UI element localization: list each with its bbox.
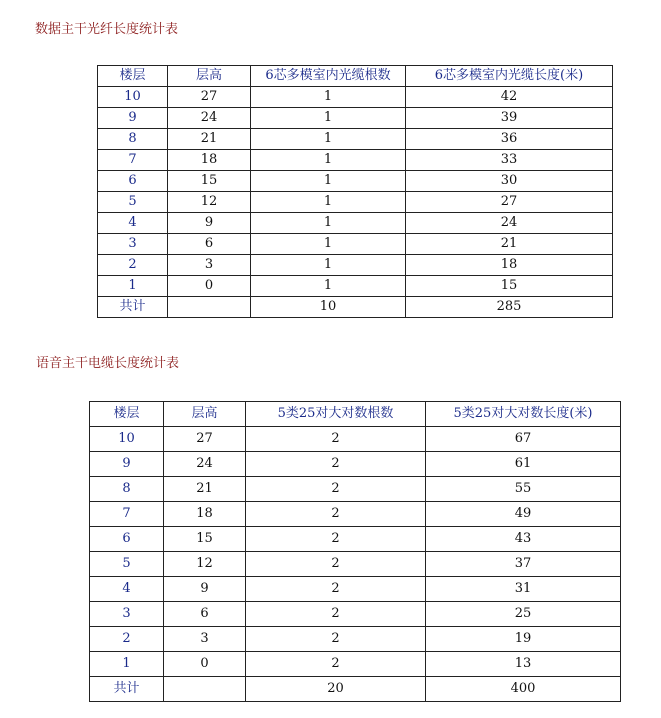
table-row: [98, 150, 613, 171]
column-header: 5类25对大对数根数: [246, 402, 426, 427]
table-cell: 2: [90, 627, 164, 652]
table-cell: [164, 677, 246, 702]
table-row: [90, 502, 621, 527]
table-cell: 1: [251, 87, 406, 108]
column-header: 5类25对大对数长度(米): [426, 402, 621, 427]
column-header: 6芯多模室内光缆根数: [251, 66, 406, 87]
table-cell: 30: [406, 171, 613, 192]
table-cell: 1: [251, 108, 406, 129]
table-cell: 2: [246, 502, 426, 527]
table-row: [98, 255, 613, 276]
table-cell: 36: [406, 129, 613, 150]
table-cell: 3: [90, 602, 164, 627]
table-cell: 5: [98, 192, 168, 213]
table-cell: 2: [246, 477, 426, 502]
table-cell: 2: [98, 255, 168, 276]
column-header: 层高: [164, 402, 246, 427]
table-cell: 13: [426, 652, 621, 677]
column-header: 楼层: [98, 66, 168, 87]
table-row: [98, 171, 613, 192]
voice-table-title: 语音主干电缆长度统计表: [36, 356, 180, 371]
table-cell: 8: [90, 477, 164, 502]
table-cell: 1: [251, 171, 406, 192]
table-row: [98, 276, 613, 297]
table-cell: 7: [90, 502, 164, 527]
table-row: [90, 652, 621, 677]
table-cell: 18: [168, 150, 251, 171]
table-cell: 3: [164, 627, 246, 652]
table-cell: 2: [246, 552, 426, 577]
table-cell: 10: [251, 297, 406, 318]
fiber-table-title: 数据主干光纤长度统计表: [35, 22, 179, 37]
table-cell: 33: [406, 150, 613, 171]
table-cell: 61: [426, 452, 621, 477]
table-row: [98, 213, 613, 234]
table-cell: 1: [251, 213, 406, 234]
table-cell: 15: [168, 171, 251, 192]
table-cell: 18: [406, 255, 613, 276]
table-cell: 12: [164, 552, 246, 577]
table-row: [90, 427, 621, 452]
table-cell: 1: [251, 192, 406, 213]
table-cell: 27: [164, 427, 246, 452]
column-header: 层高: [168, 66, 251, 87]
table-cell: 18: [164, 502, 246, 527]
table-cell: 6: [164, 602, 246, 627]
table-row: [90, 577, 621, 602]
table-cell: 0: [168, 276, 251, 297]
table-row: [98, 192, 613, 213]
table-row: [90, 602, 621, 627]
table-cell: 1: [251, 234, 406, 255]
table-cell: 4: [98, 213, 168, 234]
total-row: [90, 677, 621, 702]
fiber-length-table: [97, 65, 613, 318]
table-cell: 2: [246, 452, 426, 477]
table-cell: 2: [246, 652, 426, 677]
table-cell: 4: [90, 577, 164, 602]
table-cell: 0: [164, 652, 246, 677]
table-row: [90, 627, 621, 652]
table-cell: 285: [406, 297, 613, 318]
table-cell: 6: [90, 527, 164, 552]
table-cell: 8: [98, 129, 168, 150]
header-row: [98, 66, 613, 87]
table-cell: 2: [246, 427, 426, 452]
table-row: [98, 129, 613, 150]
table-cell: 39: [406, 108, 613, 129]
table-cell: 共计: [90, 677, 164, 702]
table-cell: 21: [406, 234, 613, 255]
table-row: [90, 552, 621, 577]
table-cell: 27: [168, 87, 251, 108]
table-row: [90, 527, 621, 552]
table-cell: 27: [406, 192, 613, 213]
table-cell: 1: [251, 129, 406, 150]
table-cell: 6: [98, 171, 168, 192]
table-cell: 400: [426, 677, 621, 702]
table-cell: 6: [168, 234, 251, 255]
table-cell: 24: [168, 108, 251, 129]
column-header: 楼层: [90, 402, 164, 427]
table-cell: 1: [251, 255, 406, 276]
table-cell: 67: [426, 427, 621, 452]
table-cell: 20: [246, 677, 426, 702]
table-cell: 15: [406, 276, 613, 297]
table-cell: 49: [426, 502, 621, 527]
total-row: [98, 297, 613, 318]
table-cell: 1: [98, 276, 168, 297]
table-row: [90, 452, 621, 477]
table-cell: 5: [90, 552, 164, 577]
table-cell: 2: [246, 602, 426, 627]
table-cell: 25: [426, 602, 621, 627]
table-cell: 10: [98, 87, 168, 108]
table-cell: 9: [90, 452, 164, 477]
table-row: [90, 477, 621, 502]
table-cell: 9: [168, 213, 251, 234]
table-cell: 9: [98, 108, 168, 129]
table-cell: 19: [426, 627, 621, 652]
voice-length-table: [89, 401, 621, 702]
table-cell: 1: [251, 276, 406, 297]
table-cell: 15: [164, 527, 246, 552]
table-cell: 10: [90, 427, 164, 452]
table-cell: 21: [168, 129, 251, 150]
table-cell: 12: [168, 192, 251, 213]
table-cell: 9: [164, 577, 246, 602]
table-cell: 3: [98, 234, 168, 255]
header-row: [90, 402, 621, 427]
table-row: [98, 87, 613, 108]
table-cell: 1: [90, 652, 164, 677]
table-cell: 2: [246, 527, 426, 552]
table-cell: 1: [251, 150, 406, 171]
table-cell: [168, 297, 251, 318]
table-cell: 共计: [98, 297, 168, 318]
table-row: [98, 234, 613, 255]
table-cell: 3: [168, 255, 251, 276]
table-cell: 31: [426, 577, 621, 602]
table-cell: 24: [406, 213, 613, 234]
table-cell: 2: [246, 577, 426, 602]
table-row: [98, 108, 613, 129]
table-cell: 43: [426, 527, 621, 552]
table-cell: 7: [98, 150, 168, 171]
column-header: 6芯多模室内光缆长度(米): [406, 66, 613, 87]
table-cell: 2: [246, 627, 426, 652]
table-cell: 55: [426, 477, 621, 502]
table-cell: 37: [426, 552, 621, 577]
table-cell: 42: [406, 87, 613, 108]
table-cell: 24: [164, 452, 246, 477]
table-cell: 21: [164, 477, 246, 502]
